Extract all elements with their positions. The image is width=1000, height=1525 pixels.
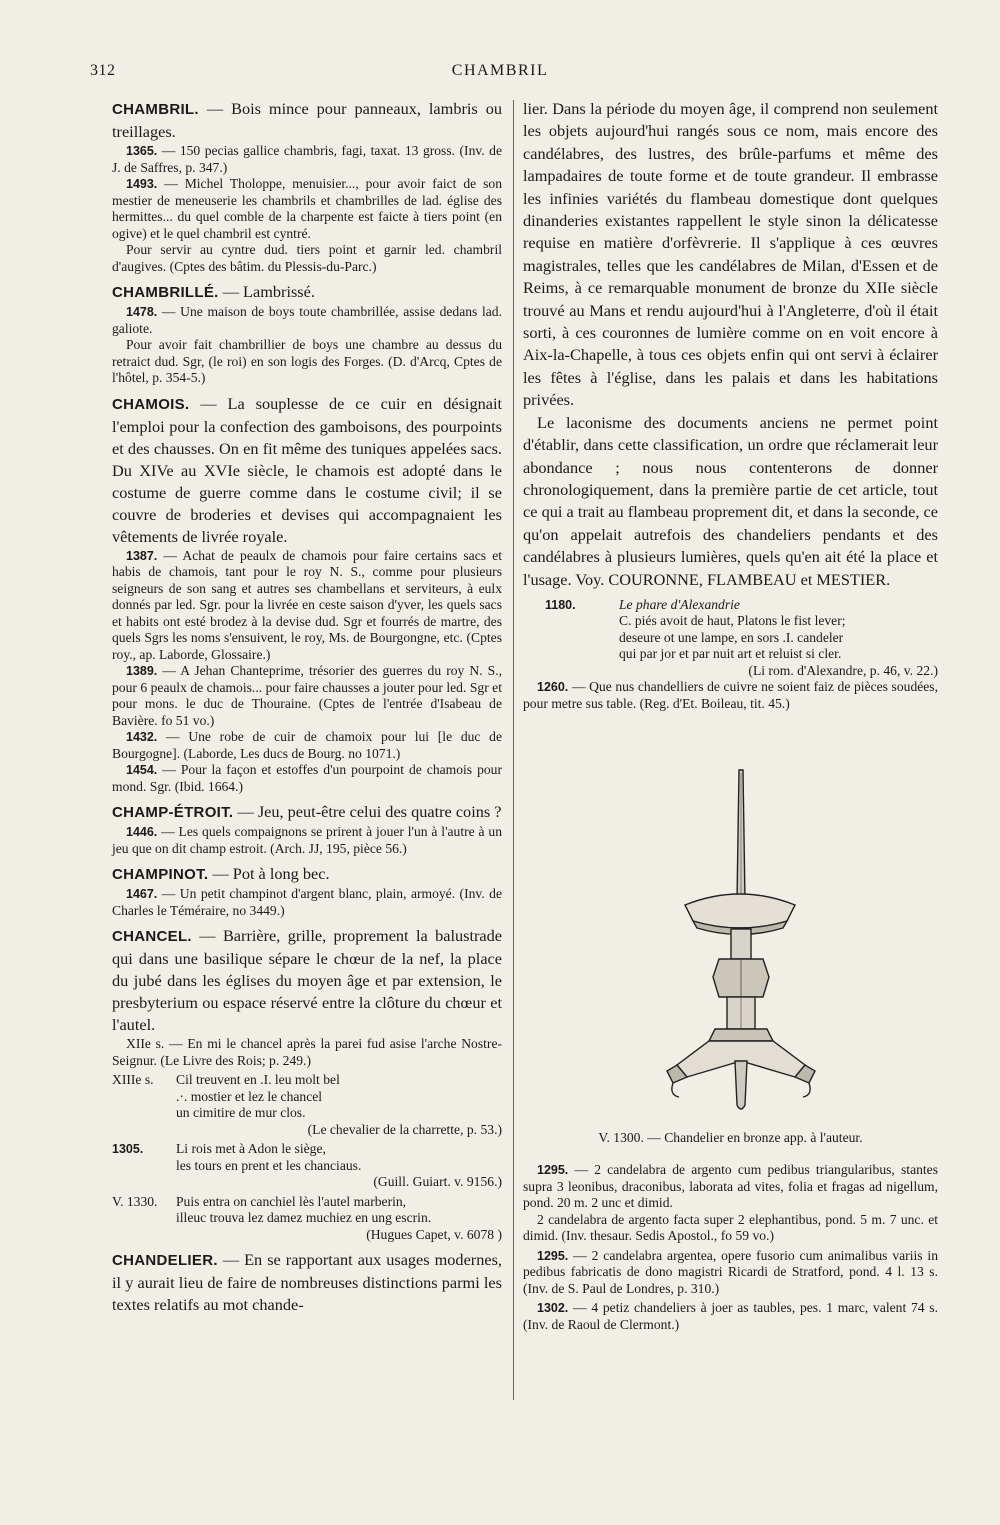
citation-year: 1467. bbox=[126, 887, 158, 901]
verse-year: XIIIe s. bbox=[112, 1072, 154, 1087]
citation bbox=[523, 679, 938, 712]
citation bbox=[523, 1300, 938, 1333]
verse-citation bbox=[112, 1194, 502, 1244]
citation-text: — En mi le chancel après la parei fud asise l'arche Nostre-Seignur. (Le Livre des Rois; p. 249.) bbox=[112, 1036, 502, 1068]
verse-line: les tours en prent et les chanciaus. bbox=[176, 1157, 362, 1173]
verse-line: illeuc trouva lez damez muchiez en ung escrin. bbox=[176, 1210, 432, 1225]
headword: CHANDELIER. bbox=[112, 1252, 218, 1269]
body-paragraph: lier. Dans la période du moyen âge, il comprend non seulement les objets aujourd'hui rangés sous ce nom, mais encore des candélabres, des lustres, des brûle-parfums et même des lampadaires de toute forme et de toute grandeur. Il embrasse les infinies variétés du flambeau domestique dont quelques dinanderies existantes rappellent le style sinon la délicatesse requise en matière d'orfèvrerie. Il s'applique à ces œuvres magistrales, telles que les candélabres de Milan, d'Essen et de Reims, à ce remarquable monument de bronze du XIIe siècle trouvé au Mans et rendu aujourd'hui à l'Angleterre, d'où il était sorti, à ces couronnes de lumière comme on en voit encore à Aix-la-Chapelle, à tous ces objets enfin qui ont servi à éclairer les fêtes à l'église, dans les palais et dans les habitations privées. bbox=[523, 99, 938, 410]
verse-source: (Guill. Guiart. v. 9156.) bbox=[373, 1174, 502, 1189]
verse-line: Cil treuvent en .I. leu molt bel bbox=[176, 1072, 340, 1087]
verse-line: qui par jor et par nuit art et reluist si cler. bbox=[619, 646, 842, 662]
citation-year: 1446. bbox=[126, 825, 158, 839]
verse-citation bbox=[112, 1141, 502, 1191]
entry-definition bbox=[112, 863, 502, 886]
citation-text: — Que nus chandelliers de cuivre ne soient faiz de pièces soudées, pour metre sus table. (Reg. d'Et. Boileau, tit. 45.) bbox=[523, 679, 938, 711]
verse-lines bbox=[176, 1141, 502, 1191]
citation-continuation: 2 candelabra de argento facta super 2 elephantibus, pond. 5 m. 7 unc. et dimid. (Inv. thesaur. Sedis Apostol., fo 59 vo.) bbox=[523, 1211, 938, 1243]
verse-line: Li rois met à Adon le siège, bbox=[176, 1141, 326, 1156]
definition-text: — La souplesse de ce cuir en désignait l'emploi pour la confection des gamboisons, des pourpoints et des chausses. On en fit même des tuniques appelées sacs. Du XIVe au XVIe siècle, le chamois est adopté dans le costume de guerre comme dans le costume civil; il se couvre de broderies et devises qui accompagnaient les vêtements de livrée royale. bbox=[112, 393, 502, 546]
left-column bbox=[112, 98, 502, 1318]
headword: CHANCEL. bbox=[112, 928, 192, 945]
citation bbox=[112, 143, 502, 176]
citation bbox=[112, 762, 502, 795]
entry-chandelier bbox=[112, 1249, 502, 1316]
citation bbox=[112, 824, 502, 857]
verse-source: (Li rom. d'Alexandre, p. 46, v. 22.) bbox=[748, 662, 938, 678]
headword: CHAMP-ÉTROIT. bbox=[112, 804, 234, 821]
citation-year: 1387. bbox=[126, 548, 158, 563]
headword: CHAMBRIL. bbox=[112, 101, 199, 118]
citation-year: XIIe s. bbox=[126, 1036, 165, 1051]
verse-title: Le phare d'Alexandrie bbox=[619, 596, 740, 612]
verse-year: 1305. bbox=[112, 1142, 144, 1156]
citation-year: 1478. bbox=[126, 305, 158, 319]
citation-year: 1454. bbox=[126, 763, 158, 777]
citation-text: — Une robe de cuir de chamoix pour lui [le duc de Bourgogne]. (Laborde, Les ducs de Bourg. no 1071.) bbox=[112, 729, 502, 761]
citation-continuation: Pour avoir fait chambrillier de boys une chambre au dessus du retraict dud. Sgr, (le roi) en son logis des Forges. (D. d'Arcq, Cptes de l'hôtel, p. 354-5.) bbox=[112, 337, 502, 385]
citation-text: — Un petit champinot d'argent blanc, plain, armoyé. (Inv. de Charles le Téméraire, no 3449.) bbox=[112, 886, 502, 918]
verse-citation bbox=[112, 1072, 502, 1138]
headword: CHAMBRILLÉ. bbox=[112, 284, 219, 301]
entry-champ-etroit bbox=[112, 801, 502, 857]
citation-text: — 2 candelabra de argento cum pedibus triangularibus, stantes supra 3 leonibus, draconibus, laborata ad vites, folia et fragas ad nigellum, pond. 20 m. 2 unc et dimid. bbox=[523, 1162, 938, 1210]
verse-source: (Le chevalier de la charrette, p. 53.) bbox=[307, 1121, 502, 1137]
verse-lines bbox=[619, 597, 938, 680]
entry-definition bbox=[112, 925, 502, 1036]
verse-line: deseure ot une lampe, en sors .I. candeler bbox=[619, 629, 844, 645]
verse-lines bbox=[176, 1194, 502, 1244]
citation-year: 1295. bbox=[537, 1248, 569, 1263]
verse-line: Puis entra on canchiel lès l'autel marberin, bbox=[176, 1193, 407, 1209]
entry-chancel bbox=[112, 925, 502, 1243]
citation bbox=[523, 1248, 938, 1298]
citation-text: — 4 petiz chandeliers à joer as taubles, pes. 1 marc, valent 74 s. (Inv. de Raoul de Clermont.) bbox=[523, 1300, 938, 1332]
citation-year: 1432. bbox=[126, 730, 158, 744]
entry-chamois bbox=[112, 393, 502, 796]
definition-text: — Lambrissé. bbox=[218, 282, 315, 301]
column-divider bbox=[513, 100, 514, 1400]
definition-text: — En se rapportant aux usages modernes, il y aurait lieu de faire de nombreuses distinctions parmi les textes relatifs au mot chande- bbox=[112, 1250, 502, 1314]
running-head bbox=[90, 62, 910, 84]
citation-year: 1493. bbox=[126, 177, 158, 191]
verse-line: un cimitire de mur clos. bbox=[176, 1105, 306, 1120]
definition-text: — Barrière, grille, proprement la balustrade qui dans une basilique sépare le chœur de la nef, la place du jubé dans les églises du moyen âge et par extension, le presbyterium ou espace réservé entre la clôture du chœur et l'autel. bbox=[112, 926, 502, 1034]
verse-year: V. 1330. bbox=[112, 1193, 158, 1209]
citation-year: 1389. bbox=[126, 664, 158, 678]
citation bbox=[112, 729, 502, 762]
definition-text: — Bois mince pour panneaux, lambris ou treillages. bbox=[112, 99, 502, 141]
citation-text: — 150 pecias gallice chambris, fagi, taxat. 13 gross. (Inv. de J. de Saffres, p. 347.) bbox=[112, 143, 502, 175]
citation-text: — Les quels compaignons se prirent à jouer l'un à l'autre à un jeu que on dit champ estroit. (Arch. JJ, 195, pièce 56.) bbox=[112, 824, 502, 856]
verse-line: .·. mostier et lez le chancel bbox=[176, 1088, 323, 1104]
candlestick-illustration bbox=[655, 765, 825, 1125]
citation-year: 1365. bbox=[126, 144, 158, 158]
citation-text: — Pour la façon et estoffes d'un pourpoint de chamois pour mond. Sgr. (Ibid. 1664.) bbox=[112, 762, 502, 794]
entry-definition bbox=[112, 393, 502, 548]
headword: CHAMPINOT. bbox=[112, 866, 209, 883]
body-paragraph: Le laconisme des documents anciens ne permet point d'établir, dans cette classification, un ordre que réclamerait leur abondance ; nous nous contenterons de donner chronologiquement, dans la première partie de cet article, tout ce qui a trait au flambeau proprement dit, et dans la seconde, ce qu'on appelait autrefois des chandeliers pendants et des candélabres à plusieurs lumières, quels qu'en ait été la place et l'usage. Voy. COURONNE, FLAMBEAU et MESTIER. bbox=[523, 412, 938, 589]
entry-chambril bbox=[112, 98, 502, 275]
entry-definition bbox=[112, 801, 502, 824]
entry-chambrille bbox=[112, 281, 502, 387]
verse-citation bbox=[523, 597, 938, 680]
citation-text: — Une maison de boys toute chambrillée, assise dedans lad. galiote. bbox=[112, 304, 502, 336]
entry-definition bbox=[112, 281, 502, 304]
definition-text: — Pot à long bec. bbox=[208, 864, 330, 883]
verse-line: C. piés avoit de haut, Platons le fist lever; bbox=[619, 613, 846, 629]
entry-definition bbox=[112, 98, 502, 143]
right-column-lower bbox=[523, 1162, 938, 1333]
page-number: 312 bbox=[90, 62, 116, 79]
citation-continuation: Pour servir au cyntre dud. tiers point et garnir led. chambril d'augives. (Cptes des bâtim. du Plessis-du-Parc.) bbox=[112, 242, 502, 274]
citation bbox=[112, 548, 502, 664]
figure-caption: V. 1300. — Chandelier en bronze app. à l'auteur. bbox=[598, 1130, 863, 1145]
citation bbox=[112, 304, 502, 337]
entry-champinot bbox=[112, 863, 502, 919]
citation-text: — Michel Tholoppe, menuisier..., pour avoir faict de son mestier de meneuserie les chambrils et chambrilles de lad. église des hermittes... du quel comble de la charpente est faicte à tiers point (en ogive) et le quel chambril est cyntré. bbox=[112, 176, 502, 241]
verse-year: 1180. bbox=[545, 597, 576, 612]
verse-source: (Hugues Capet, v. 6078 ) bbox=[366, 1226, 502, 1242]
citation bbox=[112, 1036, 502, 1069]
citation-text: — Achat de peaulx de chamois pour faire certains sacs et habis de chamois, tant pour le roy N. S., comme pour plusieurs seigneurs de son sang et autres ses chambellans et serviteurs, à eulx donnés par led. Sgr. pour la livrée en ceste saison d'yver, les quels sacs et habits ont esté brodez à la devise dud. Sgr et fourrés de martre, des quels Sgrs les noms s'ensuivent, le roy, Ms. de Bourgongne, etc. (Cptes roy., ap. Laborde, Glossaire.) bbox=[112, 547, 502, 662]
citation-year: 1260. bbox=[537, 680, 569, 695]
citation-text: — 2 candelabra argentea, opere fusorio cum animalibus variis in pedibus fabricatis de dono magistri Ricardi de Stratford, pond. 4 l. 13 s. (Inv. de S. Paul de Londres, p. 310.) bbox=[523, 1247, 938, 1296]
citation-year: 1302. bbox=[537, 1301, 569, 1315]
headword: CHAMOIS. bbox=[112, 395, 190, 413]
verse-lines bbox=[176, 1072, 502, 1138]
citation-text: — A Jehan Chanteprime, trésorier des guerres du roy N. S., pour 6 peaulx de chamois... pour faire chausses a jouter pour led. Sgr et pour mons. le duc de Thouraine. (Cptes de l'entrée d'Isabeau de Bavière. fo 51 vo.) bbox=[112, 663, 502, 728]
running-title: CHAMBRIL bbox=[451, 62, 549, 79]
citation-year: 1295. bbox=[537, 1163, 569, 1177]
entry-definition bbox=[112, 1249, 502, 1316]
citation bbox=[112, 176, 502, 242]
citation bbox=[112, 663, 502, 729]
citation bbox=[112, 886, 502, 919]
citation bbox=[523, 1162, 938, 1212]
definition-text: — Jeu, peut-être celui des quatre coins ? bbox=[233, 802, 502, 821]
right-column bbox=[523, 98, 938, 712]
